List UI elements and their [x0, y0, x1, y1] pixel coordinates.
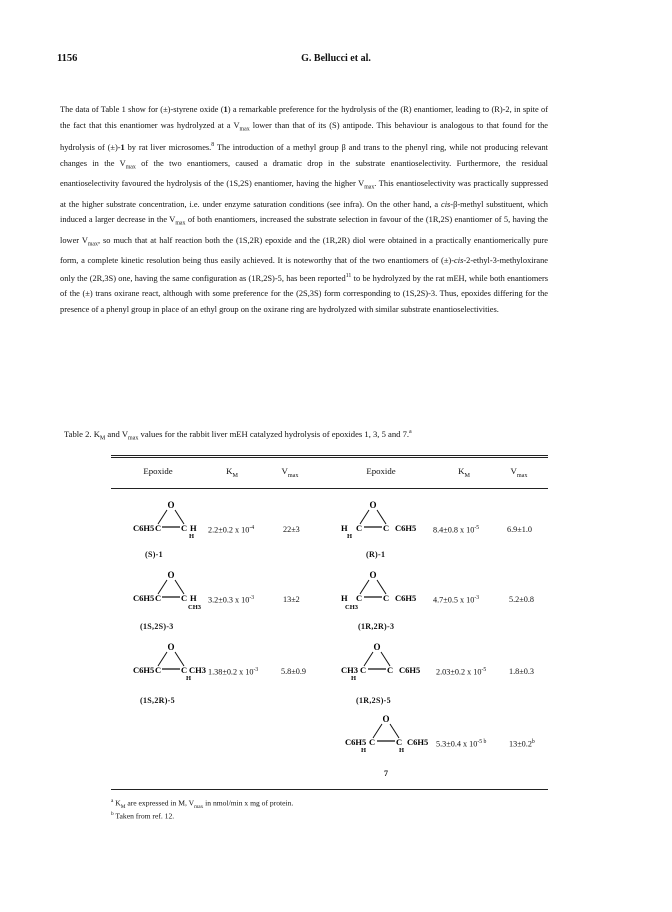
svg-text:CH3: CH3: [341, 665, 358, 675]
svg-text:C: C: [356, 523, 363, 533]
svg-text:H: H: [351, 675, 357, 682]
svg-text:C6H5: C6H5: [407, 737, 429, 747]
svg-text:C: C: [181, 523, 188, 533]
km-7: 5.3±0.4 x $10^{-5 b}$: [436, 739, 487, 749]
svg-text:H: H: [190, 593, 197, 603]
running-head: G. Bellucci et al.: [301, 53, 371, 64]
km-1r-2r-3: 4.7±0.5 x $10^{-3}$: [433, 595, 480, 605]
svg-text:CH3: CH3: [188, 604, 201, 611]
svg-text:H: H: [347, 533, 353, 540]
svg-text:C6H5: C6H5: [133, 665, 155, 675]
km-s-1: 2.2±0.2 x $10^{-4}$: [208, 525, 255, 535]
svg-text:C: C: [155, 665, 162, 675]
svg-text:H: H: [189, 533, 195, 540]
svg-text:C6H5: C6H5: [133, 593, 155, 603]
label-s-1: (S)-1: [145, 550, 163, 559]
svg-text:O: O: [369, 570, 377, 580]
svg-text:C: C: [360, 665, 367, 675]
vmax-1s-2r-5: 5.8±0.9: [281, 667, 306, 676]
header-km-left: $K_M$: [226, 466, 238, 479]
label-1r-2s-5: (1R,2S)-5: [356, 696, 391, 705]
svg-text:C: C: [155, 523, 162, 533]
svg-text:O: O: [373, 642, 381, 652]
page-number: 1156: [57, 53, 78, 64]
svg-text:H: H: [361, 747, 367, 754]
label-1s-2s-3: (1S,2S)-3: [140, 622, 174, 631]
svg-text:C6H5: C6H5: [395, 593, 417, 603]
km-r-1: 8.4±0.8 x $10^{-5}$: [433, 525, 480, 535]
svg-text:C: C: [383, 523, 390, 533]
structure-1r-2s-5: [341, 641, 429, 687]
svg-text:C6H5: C6H5: [395, 523, 417, 533]
svg-text:O: O: [167, 500, 175, 510]
table-bottom-rule: [111, 789, 548, 790]
table-caption: Table 2. $K_M$ and $V_{max}$ values for the rabbit liver mEH catalyzed hydrolysis of epoxides 1, 3, 5 and 7.$^a$: [64, 429, 412, 442]
structure-s-1: [131, 499, 211, 545]
footnote-b: $^b$ Taken from ref. 12.: [111, 811, 175, 821]
header-km-right: $K_M$: [458, 466, 470, 479]
vmax-s-1: 22±3: [283, 525, 300, 534]
svg-text:H: H: [341, 523, 348, 533]
body-paragraph: The data of Table 1 show for (±)-styrene oxide (1) a remarkable preference for the hydrolysis of the (R) enantiomer, leading to (R)-2, in spite of the fact that this enantiomer was hydrolyzed at a $V_{max}$ lower than that of its (S) antipode. This behaviour is analogous to that found for the hydrolysis of (±)-1 by rat liver microsomes.$^8$ The introduction of a methyl group β and trans to the phenyl ring, while not producing relevant changes in the $V_{max}$ of the two enantiomers, caused a dramatic drop in the substrate enantioselectivity. Furthermore, the residual enantioselectivity favoured the hydrolysis of the (1S,2S) enantiomer, having the higher $V_{max}$. This enantioselectivity was practically suppressed at the higher substrate concentration, i.e. under enzyme saturation conditions (see infra). On the other hand, a cis-β-methyl substituent, which induced a larger decrease in the $V_{max}$ of both enantiomers, increased the substrate selection in favour of the (1R,2S) enantiomer of 5, having the lower $V_{max}$, so much that at half reaction both the (1S,2R) epoxide and the (1R,2R) diol were obtained in a practically enantiomerically pure form, a complete kinetic resolution being thus easily achieved. It is noteworthy that of the two enantiomers of (±)-cis-2-ethyl-3-methyloxirane only the (2R,3S) one, having the same configuration as (1R,2S)-5, has been reported$^{11}$ to be hydrolyzed by the rat mEH, while both enantiomers of the (±) trans oxirane react, although with some preference for the (2S,3S) form corresponding to (1S,2S)-3. Thus, epoxides differing for the presence of a phenyl group in place of an ethyl group on the oxirane ring are hydrolyzed with similar substrate enantioselectivities.: [60, 105, 549, 315]
svg-text:C: C: [387, 665, 394, 675]
structure-7: [341, 713, 433, 759]
label-7: 7: [384, 769, 389, 778]
svg-text:C: C: [181, 593, 188, 603]
header-epoxide-left: Epoxide: [143, 466, 173, 476]
vmax-1r-2r-3: 5.2±0.8: [509, 595, 534, 604]
svg-text:O: O: [167, 642, 175, 652]
footnote-a: $^a$ $K_M$ are expressed in M, $V_{max}$ in nmol/min x mg of protein.: [111, 798, 294, 811]
svg-text:H: H: [186, 675, 192, 682]
reference-11: 11: [345, 272, 352, 279]
structure-1r-2r-3: [341, 569, 425, 615]
structure-r-1: [341, 499, 425, 545]
label-1s-2r-5: (1S,2R)-5: [140, 696, 175, 705]
label-1r-2r-3: (1R,2R)-3: [358, 622, 395, 631]
svg-text:C: C: [155, 593, 162, 603]
km-1s-2s-3: 3.2±0.3 x $10^{-3}$: [208, 595, 255, 605]
svg-text:C: C: [356, 593, 363, 603]
vmax-1s-2s-3: 13±2: [283, 595, 300, 604]
vmax-r-1: 6.9±1.0: [507, 525, 532, 534]
vmax-7: 13±0.2$^b$: [509, 739, 535, 749]
svg-text:H: H: [399, 747, 405, 754]
km-1r-2s-5: 2.03±0.2 x $10^{-5}$: [436, 667, 487, 677]
svg-text:C: C: [383, 593, 390, 603]
structure-1s-2r-5: [131, 641, 211, 687]
vmax-1r-2s-5: 1.8±0.3: [509, 667, 534, 676]
header-vmax-left: $V_{max}$: [281, 466, 299, 479]
structure-1s-2s-3: [131, 569, 211, 615]
svg-text:C: C: [396, 737, 403, 747]
svg-text:H: H: [341, 593, 348, 603]
svg-text:C6H5: C6H5: [133, 523, 155, 533]
table-top-rule: [111, 455, 548, 458]
km-1s-2r-5: 1.38±0.2 x $10^{-3}$: [208, 667, 259, 677]
svg-text:O: O: [167, 570, 175, 580]
label-r-1: (R)-1: [366, 550, 386, 559]
svg-text:O: O: [382, 714, 390, 724]
header-vmax-right: $V_{max}$: [510, 466, 528, 479]
svg-text:H: H: [190, 523, 197, 533]
reference-8: 8: [211, 142, 215, 149]
svg-text:O: O: [369, 500, 377, 510]
svg-text:C6H5: C6H5: [399, 665, 421, 675]
header-epoxide-right: Epoxide: [366, 466, 396, 476]
svg-text:C: C: [181, 665, 188, 675]
svg-text:C: C: [369, 737, 376, 747]
svg-text:CH3: CH3: [189, 665, 206, 675]
svg-text:C6H5: C6H5: [345, 737, 367, 747]
table-header-rule: [111, 488, 548, 489]
svg-text:CH3: CH3: [345, 604, 358, 611]
